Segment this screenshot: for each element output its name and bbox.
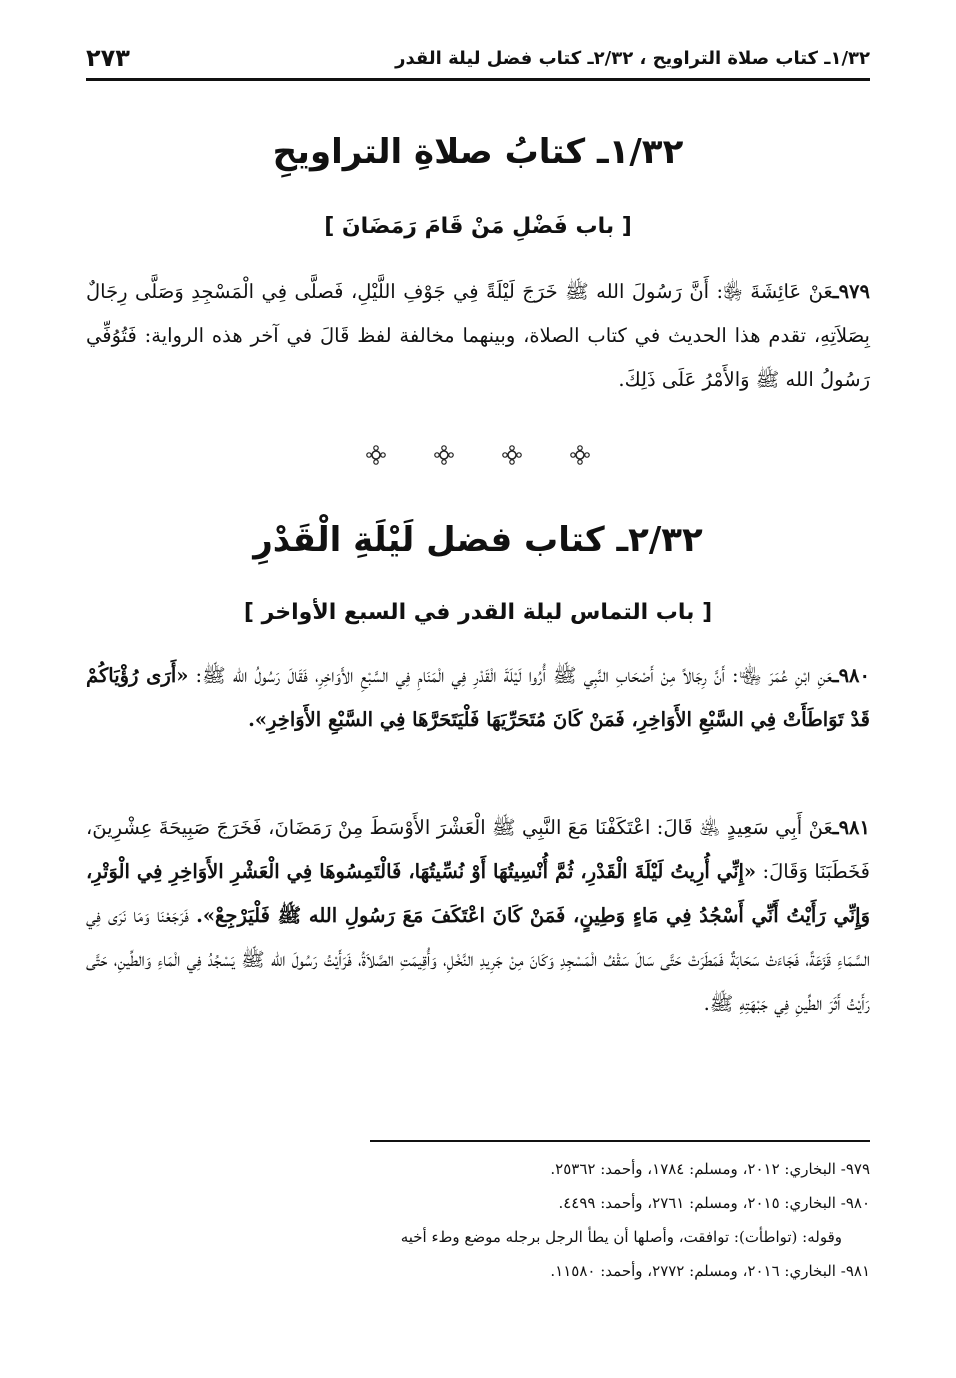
- bab-title-qiyam-ramadan: [ باب فَضْلِ مَنْ قَامَ رَمَضَانَ ]: [324, 214, 632, 239]
- hadith-number: ٩٧٩ـ: [832, 280, 870, 303]
- flower-ornament-icon: [501, 444, 523, 466]
- page-number: ٢٧٣: [86, 44, 130, 72]
- hadith-text-continued: فَرَجَعْنَا وَمَا نَرَى فِي السَّمَاءِ قَزَعَةً، فَجَاءَتْ سَحَابَةٌ فَمَطَرَتْ حَتَّى سَالَ سَقْفُ الْمَسْجِدِ وَكَانَ مِنْ جَرِيدِ النَّخْلِ، وَأُقِيمَتِ الصَّلاَةُ، فَرَأَيْتُ رَسُولَ الله ﷺ يَسْجُدُ فِي الْمَاءِ وَالطِّينِ، حَتَّى رَأَيْتُ أَثَرَ الطِّينِ فِي جَبْهَتِهِ ﷺ.: [86, 904, 870, 1015]
- chapter-title-32-2: ٢/٣٢ـ كتاب فضل لَيْلَةِ الْقَدْرِ: [253, 520, 703, 560]
- hadith-text: عَنْ عَائِشَةَ ﵂: أَنَّ رَسُولَ الله ﷺ خَرَجَ لَيْلَةً فِي جَوْفِ اللَّيْلِ، فَصلَّى فِي الْمَسْجِدِ وَصَلَّى رِجَالٌ بِصَلاَتِهِ، تقدم هذا الحديث في كتاب الصلاة، وبينهما مخالفة لفظ قَالَ في آخر هذه الرواية: فَتُوُفِّي رَسُولُ الله ﷺ وَالأَمْرُ عَلَى ذَلِكَ.: [86, 280, 870, 391]
- hadith-quote: «إِنِّي أُرِيتُ لَيْلَةَ الْقَدْرِ، ثُمَّ أُنْسِيتُهَا أَوْ نُسِّيتُهَا، فَالْتَمِسُوهَا فِي الْعَشْرِ الأَوَاخِرِ فِي الْوَتْرِ، وَإِنِّي رَأَيْتُ أَنِّي أَسْجُدُ فِي مَاءٍ وَطِينٍ، فَمَنْ كَانَ اعْتَكَفَ مَعَ رَسُولِ الله ﷺ فَلْيَرْجِعْ».: [86, 860, 870, 927]
- footnote-separator: [370, 1140, 870, 1142]
- footnotes: [86, 1152, 870, 1288]
- chapter-title-32-1: ١/٣٢ـ كتابُ صلاةِ التراويحِ: [272, 132, 684, 172]
- footnote-981: ٩٨١- البخاري: ٢٠١٦، ومسلم: ٢٧٧٢، وأحمد: ١١٥٨٠.: [550, 1262, 870, 1280]
- footnote-980-gloss: وقوله: (تواطأت): توافقت، وأصلها أن يطأ الرجل برجله موضع وطء أخيه: [400, 1228, 842, 1246]
- page-header: [86, 38, 870, 81]
- hadith-980: [86, 654, 870, 742]
- hadith-text: عَنِ ابْنِ عُمَرَ ﵄: أَنَّ رِجَالاً مِنْ أَصْحَابِ النَّبِي ﷺ أُرُوا لَيْلَةَ الْقَدْرِ فِي الْمَنَامِ فِي السَّبْعِ الأَوَاخِرِ، فَقَالَ رَسُولُ الله ﷺ:: [188, 664, 833, 687]
- flower-ornament-icon: [365, 444, 387, 466]
- hadith-number: ٩٨١ـ: [832, 816, 870, 839]
- footnote-980: ٩٨٠- البخاري: ٢٠١٥، ومسلم: ٢٧٦١، وأحمد: ٤٤٩٩.: [558, 1194, 870, 1212]
- flower-ornament-icon: [433, 444, 455, 466]
- footnote-979: ٩٧٩- البخاري: ٢٠١٢، ومسلم: ١٧٨٤، وأحمد: ٢٥٣٦٢.: [550, 1160, 870, 1178]
- hadith-981: [86, 806, 870, 1026]
- section-divider-ornaments: [86, 444, 870, 466]
- hadith-quote: «أَرَى رُؤْيَاكُمْ قَدْ تَوَاطَأَتْ فِي السَّبْعِ الأَوَاخِرِ، فَمَنْ كَانَ مُتَحَرِّيَهَا فَلْيَتَحَرَّهَا فِي السَّبْعِ الأَوَاخِرِ».: [86, 664, 870, 731]
- running-title: ١/٣٢ـ كتاب صلاة التراويح ، ٢/٣٢ـ كتاب فضل ليلة القدر: [395, 47, 870, 69]
- hadith-979: [86, 270, 870, 402]
- hadith-number: ٩٨٠ـ: [832, 664, 870, 687]
- hadith-text: عَنْ أَبِي سَعِيدٍ ﵁ قَالَ: اعْتَكَفْنَا مَعَ النَّبِي ﷺ الْعَشْرَ الأَوْسَطَ مِنْ رَمَضَانَ، فَخَرَجَ صَبِيحَةَ عِشْرِينَ، فَخَطَبَنَا وَقَالَ:: [86, 816, 871, 883]
- bab-title-seven-last-nights: [ باب التماس ليلة القدر في السبع الأواخر ]: [243, 600, 713, 625]
- flower-ornament-icon: [569, 444, 591, 466]
